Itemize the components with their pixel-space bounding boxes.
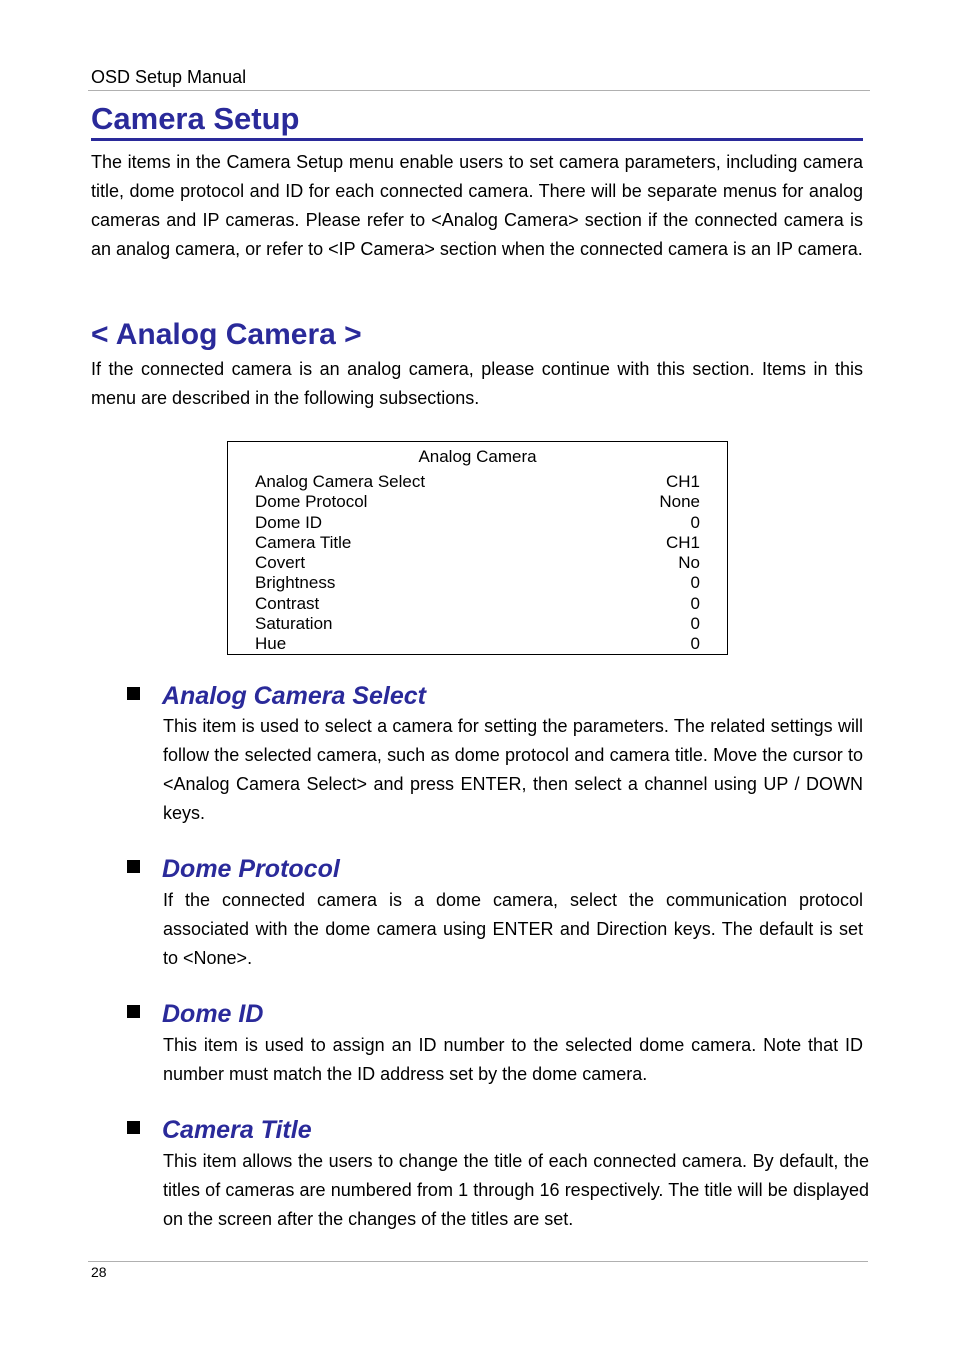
osd-row-hue	[255, 634, 700, 654]
osd-menu-title: Analog Camera	[418, 447, 537, 466]
osd-row-dome-id	[255, 513, 700, 533]
section-body-dome-protocol: If the connected camera is a dome camera, select the communication protocol associated with the dome camera using ENTER and Direction keys. The default is set to <None>.	[163, 890, 863, 968]
osd-row-value: 0	[690, 614, 700, 634]
section-body-analog-camera-select: This item is used to select a camera for setting the parameters. The related settings will follow the selected camera, such as dome protocol and camera title. Move the cursor to <Analog Camera Select> and press ENTER, then select a channel using UP / DOWN keys.	[163, 716, 863, 823]
section-body-camera-title: This item allows the users to change the title of each connected camera. By default, the titles of cameras are numbered from 1 through 16 respectively. The title will be displayed on the screen after the changes of the titles are set.	[163, 1151, 869, 1229]
camera-setup-intro: The items in the Camera Setup menu enable users to set camera parameters, including camera title, dome protocol and ID for each connected camera. There will be separate menus for analog cameras and IP cameras. Please refer to <Analog Camera> section if the connected camera is an analog camera, or refer to <IP Camera> section when the connected camera is an IP camera.	[91, 152, 863, 259]
osd-row-value: CH1	[665, 472, 700, 491]
section-heading-label: Dome Protocol	[162, 855, 340, 883]
osd-row-dome-protocol	[255, 492, 700, 512]
osd-row-label: Brightness	[255, 573, 336, 593]
section-heading-dome-id	[127, 1000, 263, 1029]
page-number: 28	[91, 1264, 107, 1280]
osd-row-value: CH1	[665, 532, 700, 552]
footer-divider	[88, 1261, 868, 1262]
section-heading-analog-camera-select	[127, 682, 426, 711]
header-divider	[88, 90, 870, 91]
osd-row-contrast	[255, 594, 700, 614]
manual-title: OSD Setup Manual	[91, 67, 247, 87]
section-heading-camera-title	[127, 1116, 312, 1145]
osd-row-label: Covert	[255, 553, 306, 573]
osd-row-label: Camera Title	[255, 532, 352, 552]
analog-camera-heading: < Analog Camera >	[91, 318, 362, 351]
osd-row-saturation	[255, 614, 700, 634]
osd-row-value: 0	[690, 573, 700, 593]
osd-row-covert	[255, 553, 700, 573]
square-bullet-icon	[127, 687, 140, 700]
square-bullet-icon	[127, 1121, 140, 1134]
section-heading-dome-protocol	[127, 855, 340, 884]
page-title: Camera Setup	[91, 100, 863, 141]
osd-row-brightness	[255, 573, 700, 593]
square-bullet-icon	[127, 1005, 140, 1018]
osd-row-value: None	[659, 492, 700, 512]
square-bullet-icon	[127, 860, 140, 873]
osd-row-value: 0	[690, 593, 700, 613]
osd-row-label: Analog Camera Select	[255, 472, 426, 491]
osd-row-analog-camera-select	[255, 472, 700, 492]
osd-menu-table	[227, 441, 728, 655]
analog-camera-intro: If the connected camera is an analog camera, please continue with this section. Items in this menu are described in the following subsections.	[91, 359, 863, 408]
osd-row-label: Contrast	[255, 593, 320, 613]
osd-row-label: Hue	[255, 634, 287, 654]
section-heading-label: Dome ID	[162, 1000, 264, 1028]
osd-row-camera-title	[255, 533, 700, 553]
osd-row-label: Saturation	[255, 614, 333, 634]
section-heading-label: Camera Title	[162, 1116, 312, 1144]
osd-row-label: Dome Protocol	[255, 492, 368, 512]
section-body-dome-id: This item is used to assign an ID number to the selected dome camera. Note that ID number must match the ID address set by the dome camera.	[163, 1035, 863, 1084]
osd-row-label: Dome ID	[255, 512, 323, 532]
osd-row-value: No	[678, 553, 700, 573]
osd-row-value: 0	[690, 634, 700, 654]
section-heading-label: Analog Camera Select	[162, 682, 426, 710]
osd-row-value: 0	[690, 512, 700, 532]
